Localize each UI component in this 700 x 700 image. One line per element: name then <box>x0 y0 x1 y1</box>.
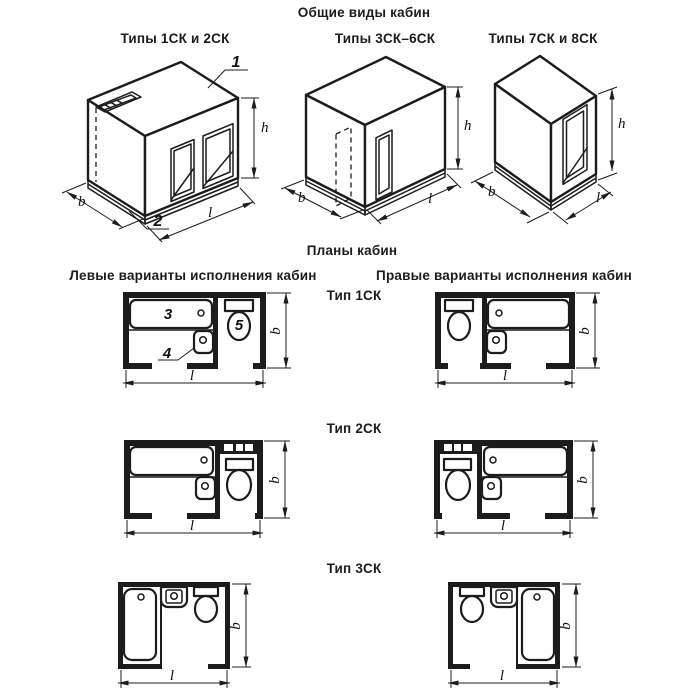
toilet-tank <box>445 300 473 311</box>
svg-text:b: b <box>488 184 496 200</box>
callout-bathtub: 3 <box>163 306 173 323</box>
toilet-tank <box>225 300 253 311</box>
toilet-bowl <box>448 312 470 340</box>
svg-text:l: l <box>189 518 195 534</box>
svg-text:l: l <box>500 518 506 534</box>
svg-text:4: 4 <box>162 345 172 362</box>
svg-text:b: b <box>298 190 306 206</box>
dimension-l <box>123 368 266 388</box>
heading-types-3sk-6sk: Типы 3СК–6СК <box>334 31 436 46</box>
washbasin-drain <box>171 593 178 600</box>
left-variants-heading: Левые варианты исполнения кабин <box>69 268 317 283</box>
plan-1sk-right <box>420 285 620 400</box>
svg-text:2: 2 <box>153 213 163 230</box>
dimension-b <box>576 293 600 368</box>
dimension-l <box>448 668 560 688</box>
washbasin <box>491 587 517 607</box>
svg-text:1: 1 <box>231 54 241 71</box>
plans-section-title: Планы кабин <box>306 243 398 258</box>
bathtub-drain <box>534 594 540 600</box>
plan-1sk-left <box>100 285 300 400</box>
vent-shaft <box>440 440 477 454</box>
svg-text:l: l <box>596 190 601 206</box>
washbasin <box>161 587 187 607</box>
svg-text:b: b <box>577 327 593 335</box>
toilet-bowl <box>195 596 217 622</box>
svg-text:l: l <box>189 368 195 384</box>
svg-text:b: b <box>268 327 284 335</box>
callout-toilet: 5 <box>234 317 244 334</box>
svg-text:l: l <box>499 668 505 684</box>
bathtub-drain <box>198 310 204 316</box>
dimension-b <box>574 441 598 518</box>
svg-text:l: l <box>428 191 433 207</box>
plan-type-1sk-label: Тип 1СК <box>326 288 382 303</box>
svg-text:l: l <box>208 205 213 221</box>
isometric-view-types-3sk-6sk <box>278 50 473 235</box>
isometric-view-types-7sk-8sk <box>468 50 663 235</box>
washbasin-drain <box>202 483 209 490</box>
partition-wall <box>482 298 487 369</box>
washbasin-drain <box>200 337 207 344</box>
plan-3sk-right <box>440 578 590 700</box>
dimension-h <box>598 87 626 180</box>
toilet-bowl <box>446 470 470 500</box>
plan-2sk-right <box>420 433 620 548</box>
bathtub-drain <box>490 457 496 463</box>
svg-text:h: h <box>464 118 472 134</box>
toilet-bowl <box>461 596 483 622</box>
svg-text:b: b <box>78 194 86 210</box>
dimension-l <box>434 518 573 538</box>
heading-types-1sk-2sk: Типы 1СК и 2СК <box>120 31 230 46</box>
toilet-tank <box>444 459 471 470</box>
callout-washbasin <box>158 345 194 362</box>
bathtub-drain <box>201 457 207 463</box>
svg-text:b: b <box>558 622 574 630</box>
plan-type-3sk-label: Тип 3СК <box>326 561 382 576</box>
dimension-l <box>118 668 230 688</box>
right-variants-heading: Правые варианты исполнения кабин <box>376 268 632 283</box>
dimension-b <box>264 441 290 518</box>
dimension-b <box>228 584 251 667</box>
partition-wall <box>213 298 218 369</box>
washbasin-drain <box>501 593 508 600</box>
bathtub-drain <box>496 310 502 316</box>
dimension-b <box>267 293 291 368</box>
toilet-tank <box>194 587 218 596</box>
svg-text:b: b <box>575 476 591 484</box>
plan-type-2sk-label: Тип 2СК <box>326 421 382 436</box>
svg-text:h: h <box>618 116 626 132</box>
svg-text:l: l <box>502 368 508 384</box>
dimension-l <box>124 518 263 538</box>
toilet-bowl <box>227 470 251 500</box>
heading-types-7sk-8sk: Типы 7СК и 8СК <box>488 31 598 46</box>
vent-shaft <box>220 440 257 454</box>
toilet-tank <box>226 459 253 470</box>
dimension-b <box>558 584 581 667</box>
washbasin-drain <box>488 483 495 490</box>
sheet-title: Общие виды кабин <box>297 5 431 20</box>
svg-text:h: h <box>261 120 269 136</box>
plan-2sk-left <box>100 433 300 548</box>
plan-3sk-left <box>110 578 260 700</box>
dimension-h <box>241 98 269 178</box>
dimension-l <box>435 368 575 388</box>
bathtub-drain <box>138 594 144 600</box>
svg-text:b: b <box>228 622 244 630</box>
svg-text:l: l <box>169 668 175 684</box>
washbasin-drain <box>493 337 500 344</box>
cabin-body <box>88 62 238 216</box>
toilet-tank <box>460 587 484 596</box>
svg-text:b: b <box>267 476 283 484</box>
isometric-view-types-1sk-2sk <box>58 48 288 258</box>
